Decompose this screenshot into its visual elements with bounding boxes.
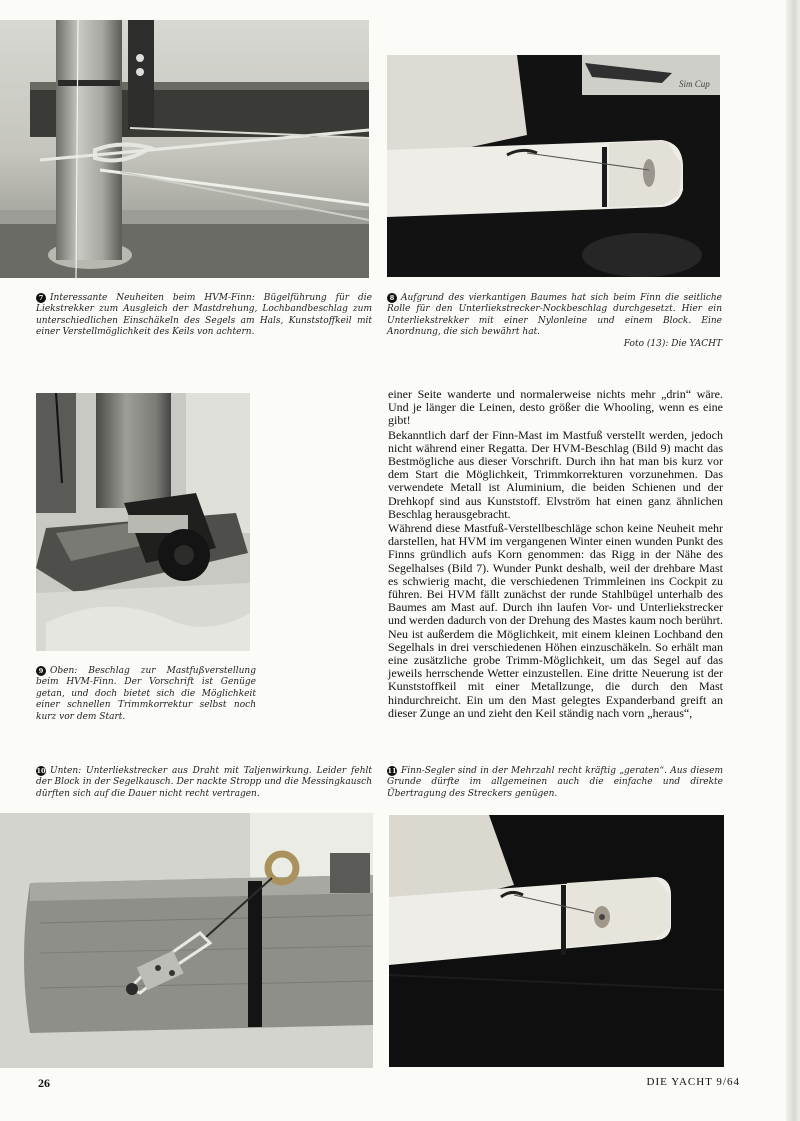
figure-number-badge: 8 [387, 293, 397, 303]
body-paragraph: einer Seite wanderte und normalerweise nichts mehr „drin“ wäre. Und je länger die Leinen, desto größer die Whooling, wenn es eine gibt! [388, 387, 723, 428]
photo-7 [0, 20, 369, 278]
figure-number-badge: 9 [36, 666, 46, 676]
page-number: 26 [38, 1076, 50, 1090]
photo-9 [36, 393, 250, 651]
caption-10-text: Unten: Unterliekstrecker aus Draht mit Taljenwirkung. Leider fehlt der Block in der Segelkausch. Der nackte Stropp und die Messingkausch dürften sich auf die Dauer nicht recht vertragen. [36, 766, 372, 799]
photo-11 [389, 815, 724, 1067]
article-body [388, 388, 723, 721]
caption-11 [387, 766, 723, 800]
photo-credit: Foto (13): Die YACHT [623, 338, 722, 349]
body-paragraph: Während diese Mastfuß-Verstellbeschläge schon keine Neuheit mehr darstellen, hat HVM im vergangenen Winter einen wunden Punkt des Finns gründlich aufs Korn genommen: das Rigg in der Nähe des Segelhalses (Bild 7). Wunder Punkt deshalb, weil der drehbare Mast es schwierig macht, die verschiedenen Trimmleinen ins Cockpit zu führen. Bei HVM fällt zunächst der runde Stahlbügel unterhalb des Baumes am Mast auf. Durch ihn laufen Vor- und Unterliekstrecker und werden dadurch von der Drehung des Mastes kaum noch berührt. Neu ist außerdem die Möglichkeit, mit einem kleinen Lochband den Segelhals in drei verschiedenen Höhen einzuschäkeln. So erhält man eine zusätzliche grobe Trimm-Möglichkeit, um das Segel auf das jeweils herrschende Wetter einzustellen. Eine dritte Neuerung ist der Kunststoffkeil mit einer Metallzunge, die durch den Mast hindurchreicht. Ein um den Mast gelegtes Expanderband greift an dieser Zunge an und zieht den Keil ständig nach vorn „heraus“, [388, 521, 723, 720]
photo-10 [0, 813, 373, 1068]
caption-11-text: Finn-Segler sind in der Mehrzahl recht kräftig „geraten“. Aus diesem Grunde dürfte im allgemeinen auch die einfache und direkte Übertragung des Streckers genügen. [387, 766, 723, 799]
caption-8-text: Aufgrund des vierkantigen Baumes hat sich beim Finn die seitliche Rolle für den Unterliekstrecker-Nockbeschlag durchgesetzt. Hier ein Unterliekstrekker mit einer Nylonleine und einem Block. Eine Anordnung, die sich bewährt hat. [387, 293, 722, 338]
magazine-footer: DIE YACHT 9/64 [646, 1076, 740, 1088]
caption-10 [36, 766, 372, 800]
figure-number-badge: 10 [36, 767, 46, 775]
body-paragraph: Bekanntlich darf der Finn-Mast im Mastfuß verstellt werden, jedoch nicht während einer Regatta. Der HVM-Beschlag (Bild 9) macht das Bestmögliche aus dieser Vorschrift. Durch ihn hat man bis kurz vor dem Start die Möglichkeit, Trimmkorrekturen vorzunehmen. Das verwendete Metall ist Aluminium, die beiden Schienen und der Drehkopf sind aus Kunststoff. Elvström hat einen ganz ähnlichen Beschlag herausgebracht. [388, 427, 723, 521]
caption-7-text: Interessante Neuheiten beim HVM-Finn: Bügelführung für die Liekstrekker zum Ausgleich der Mastdrehung, Lochbandbeschlag zum unterschiedlichen Einschäkeln des Segels am Hals, Kunststoffkeil mit einer Verstellmöglichkeit des Keils von achtern. [36, 293, 372, 338]
figure-number-badge: 7 [36, 293, 46, 303]
caption-8 [387, 293, 722, 350]
caption-9 [36, 666, 256, 723]
photo-8 [387, 55, 720, 277]
photo-8-sign-text: Sim Cup [679, 79, 710, 89]
figure-number-badge: 11 [387, 767, 397, 775]
caption-9-text: Oben: Beschlag zur Mastfußverstellung beim HVM-Finn. Der Vorschrift ist Genüge getan, und doch bietet sich die Möglichkeit einer schnellen Trimmkorrektur selbst noch kurz vor dem Start. [36, 666, 256, 722]
page-binding-edge [786, 0, 800, 1121]
caption-7 [36, 293, 372, 339]
